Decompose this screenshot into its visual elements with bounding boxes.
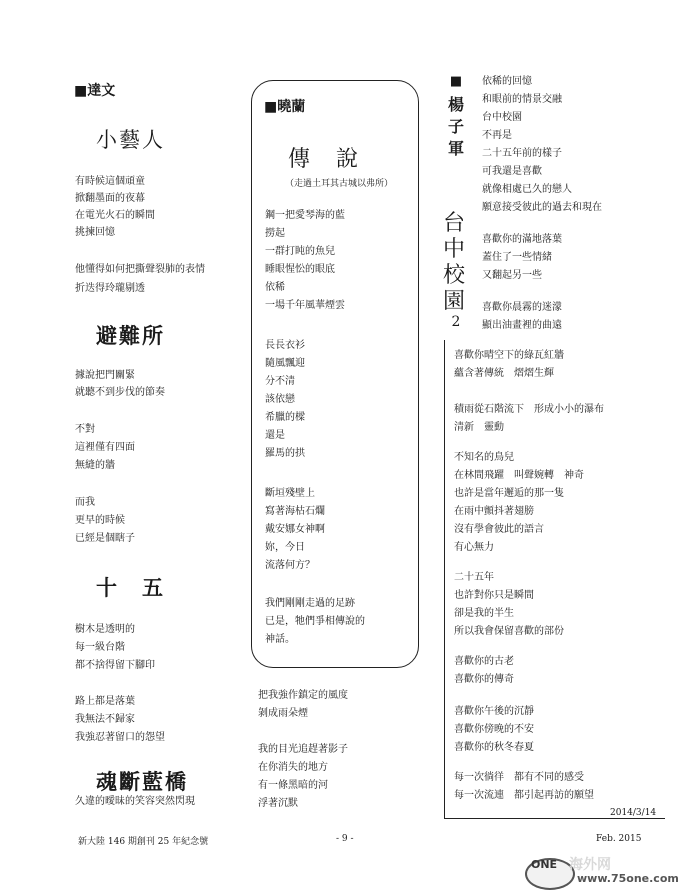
poem-line: 掀翻墨面的夜幕 xyxy=(75,193,145,204)
watermark-url: www.75one.com xyxy=(577,872,679,885)
poem-line: 而我 xyxy=(75,497,95,508)
author-left: ■達文 xyxy=(74,83,116,99)
poem-line: 我們剛剛走過的足跡 xyxy=(265,598,355,609)
poem-line: 一場千年風華煙雲 xyxy=(265,300,345,311)
poem-line: 蓋住了一些情緒 xyxy=(482,252,552,263)
poem-line: 和眼前的情景交融 xyxy=(482,94,562,105)
poem-line: 已是，牠們爭相傳說的 xyxy=(265,616,365,627)
poem-line: 台中校園 xyxy=(482,112,522,123)
poem-line: 二十五年前的樣子 xyxy=(482,148,562,159)
poem-line: 神話。 xyxy=(265,634,295,645)
poem-line: 有心無力 xyxy=(454,542,494,553)
poem-line: 挑揀回憶 xyxy=(75,227,115,238)
poem-line: 樹木是透明的 xyxy=(75,624,135,635)
poem-line: 路上都是落葉 xyxy=(75,696,135,707)
poem-line: 在林間飛躍 叫聲婉轉 神奇 xyxy=(454,470,584,481)
poem-line: 一群打盹的魚兒 xyxy=(265,246,335,257)
poem-line: 剝成雨朵煙 xyxy=(258,708,308,719)
poem-line: 就聽不到步伐的節奏 xyxy=(75,387,165,398)
poem-line: 睡眼惺忪的眼底 xyxy=(265,264,335,275)
poem-line: 清新 靈動 xyxy=(454,422,504,433)
poem-line: 無縫的牆 xyxy=(75,460,115,471)
poem-line: 不再是 xyxy=(482,130,512,141)
poem-line: 分不清 xyxy=(265,376,295,387)
watermark-site: 海外网 xyxy=(569,857,611,873)
poem-line: 隨風飄迎 xyxy=(265,358,305,369)
poem-line: 還是 xyxy=(265,430,285,441)
poem-line: 積雨從石階流下 形成小小的瀑布 xyxy=(454,404,604,415)
poem-line: 他懂得如何把撕聲裂肺的表情 xyxy=(75,264,205,275)
poem-line: 每一次流連 都引起再訪的願望 xyxy=(454,790,594,801)
poem-line: 長長衣衫 xyxy=(265,340,305,351)
poem-line: 折迭得玲瓏剔透 xyxy=(75,283,145,294)
poem-line: 都不捨得留下腳印 xyxy=(75,660,155,671)
author-char: 軍 xyxy=(447,139,464,158)
poem-line: 願意接受彼此的過去和現在 xyxy=(482,202,602,213)
poem-line: 二十五年 xyxy=(454,572,494,583)
poem-line: 喜歡你的傳奇 xyxy=(454,674,514,685)
poem-line: 在你消失的地方 xyxy=(258,762,328,773)
poem-line: 鋼一把愛琴海的藍 xyxy=(265,210,345,221)
author-char: 楊 xyxy=(447,95,464,114)
poem-line: 戴安娜女神啊 xyxy=(265,524,325,535)
watermark-logo xyxy=(525,852,685,888)
poem-line: 該依戀 xyxy=(265,394,295,405)
poem-line: 據說把門關緊 xyxy=(75,370,135,381)
poem-line: 希臘的樑 xyxy=(265,412,305,423)
poem-title-3: 十 五 xyxy=(96,576,165,600)
poem-line: 喜歡你傍晚的不安 xyxy=(454,724,534,735)
author-char: 子 xyxy=(447,117,464,136)
poem-line: 不知名的鳥兒 xyxy=(454,452,514,463)
poem-line: 更早的時候 xyxy=(75,515,125,526)
poem-line: 我強忍著留口的怨望 xyxy=(75,732,165,743)
footer-issue: 新大陸 146 期創刊 25 年紀念號 xyxy=(78,837,209,847)
poem-line: 所以我會保留喜歡的部份 xyxy=(454,626,564,637)
author-marker: ■ xyxy=(449,74,463,89)
watermark-badge: ONE xyxy=(531,858,558,871)
poem-title-2: 避難所 xyxy=(96,324,165,348)
title-char: 校 xyxy=(442,263,465,288)
poem-line: 在雨中顫抖著翅膀 xyxy=(454,506,534,517)
poem-line: 我無法不歸家 xyxy=(75,714,135,725)
poem-line: 有時候這個頑童 xyxy=(75,176,145,187)
poem-date: 2014/3/14 xyxy=(610,808,657,818)
poem-line: 斷垣殘壁上 xyxy=(265,488,315,499)
poem-line: 可我還是喜歡 xyxy=(482,166,542,177)
poem-line: 喜歡你的秋冬春夏 xyxy=(454,742,534,753)
poem-line: 也許對你只是瞬間 xyxy=(454,590,534,601)
poem-line: 把我強作鎮定的風度 xyxy=(258,690,348,701)
poem-line: 不對 xyxy=(75,424,95,435)
poem-line: 喜歡你的古老 xyxy=(454,656,514,667)
poem-line: 依稀的回憶 xyxy=(482,76,532,87)
title-char: 園 xyxy=(442,289,465,314)
poem-line: 卻是我的半生 xyxy=(454,608,514,619)
poem-line: 依稀 xyxy=(265,282,285,293)
poem-line: 每一次徜徉 都有不同的感受 xyxy=(454,772,584,783)
poem-line: 喜歡你午後的沉靜 xyxy=(454,706,534,717)
poem-title-legend: 傳 說 xyxy=(288,147,361,172)
poem-line: 流落何方？ xyxy=(265,560,315,571)
poem-title-4: 魂斷藍橋 xyxy=(96,770,188,794)
poem-line: 就像相處已久的戀人 xyxy=(482,184,572,195)
title-char: 台 xyxy=(442,211,465,236)
poem-line: 我的目光追趕著影子 xyxy=(258,744,348,755)
poem-line: 浮著沉默 xyxy=(258,798,298,809)
poem-line: 喜歡你的滿地落葉 xyxy=(482,234,562,245)
poem-number: 2 xyxy=(451,314,461,330)
poem-title-1: 小藝人 xyxy=(96,128,165,152)
poem-line: 顯出油畫裡的曲遠 xyxy=(482,320,562,331)
poem-line: 在電光火石的瞬間 xyxy=(75,210,155,221)
poem-line: 喜歡你晴空下的綠瓦紅牆 xyxy=(454,350,564,361)
poem-line: 撈起 xyxy=(265,228,285,239)
poem-line: 妳，今日 xyxy=(265,542,305,553)
poem-line: 每一級台階 xyxy=(75,642,125,653)
poem-line: 喜歡你晨霧的迷濛 xyxy=(482,302,562,313)
footer-page-number: - 9 - xyxy=(336,834,354,844)
poem-subtitle: （走過土耳其古城以弗所） xyxy=(285,179,394,189)
poem-line: 蘊含著傳統 熠熠生輝 xyxy=(454,368,554,379)
author-middle: ■曉蘭 xyxy=(264,99,306,115)
poem-line: 這裡僅有四面 xyxy=(75,442,135,453)
poem-line: 沒有學會彼此的語言 xyxy=(454,524,544,535)
poem-line: 久違的曖昧的笑容突然閃現 xyxy=(75,796,195,807)
poem-line: 羅馬的拱 xyxy=(265,448,305,459)
poem-line: 寫著海枯石爛 xyxy=(265,506,325,517)
title-char: 中 xyxy=(442,237,465,262)
poem-line: 也許是當年邂逅的那一隻 xyxy=(454,488,564,499)
footer-date: Feb. 2015 xyxy=(596,834,642,844)
poem-line: 有一條黑暗的河 xyxy=(258,780,328,791)
poem-line: 已經是個瞎子 xyxy=(75,533,135,544)
poem-line: 又翻起另一些 xyxy=(482,270,542,281)
